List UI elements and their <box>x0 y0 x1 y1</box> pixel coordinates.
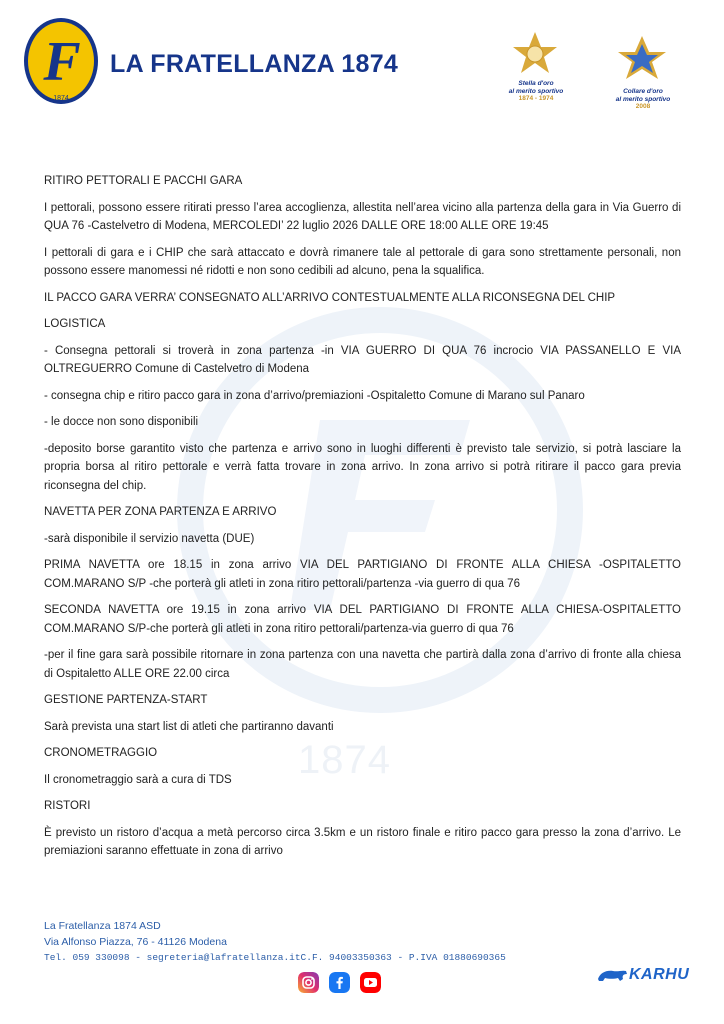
paragraph: IL PACCO GARA VERRA’ CONSEGNATO ALL’ARRIVO CONTESTUALMENTE ALLA RICONSEGNA DEL CHIP <box>44 291 616 304</box>
karhu-logo-text: KARHU <box>629 966 690 983</box>
paragraph: -sarà disponibile il servizio navetta (DUE) <box>44 532 255 545</box>
facebook-icon[interactable] <box>329 972 350 993</box>
youtube-icon[interactable] <box>360 972 381 993</box>
section-heading-partenza: GESTIONE PARTENZA-START <box>44 694 208 706</box>
paragraph: - Consegna pettorali si troverà in zona partenza -in VIA GUERRO DI QUA 76 incrocio VIA PASSANELLO E VIA OLTREGUERRO Comune di Castelvetro di Modena <box>44 344 681 375</box>
footer-contacts: Tel. 059 330098 - segreteria@lafratellanza.itC.F. 94003350363 - P.IVA 01880690365 <box>44 952 506 963</box>
brand-name: LA FRATELLANZA 1874 <box>110 50 399 78</box>
footer-org: La Fratellanza 1874 ASD <box>44 920 161 932</box>
paragraph: -deposito borse garantito visto che partenza e arrivo sono in luoghi differenti è previsto tale servizio, si potrà lasciare la propria borsa al ritiro pettorale e verrà fatta trovare in zona arrivo. In zona arrivo si potrà ritirare il pacco gara previa riconsegna del chip. <box>44 442 681 492</box>
paragraph: Il cronometraggio sarà a cura di TDS <box>44 773 232 786</box>
paragraph: Sarà prevista una start list di atleti che partiranno davanti <box>44 720 334 733</box>
paragraph: I pettorali, possono essere ritirati presso l’area accoglienza, allestita nell’area vicino alla partenza della gara in Via Guerro di QUA 76 -Castelvetro di Modena, MERCOLEDI’ 22 luglio 2026 DALLE ORE 18:00 ALLE ORE 19:45 <box>44 201 681 232</box>
watermark-year: 1874 <box>298 738 391 782</box>
logo-year: 1874 <box>53 95 69 102</box>
document-body <box>44 172 681 869</box>
fratellanza-logo <box>22 16 100 106</box>
paragraph: - consegna chip e ritiro pacco gara in zona d’arrivo/premiazioni -Ospitaletto Comune di Marano sul Panaro <box>44 389 585 402</box>
paragraph: -per il fine gara sarà possibile ritornare in zona partenza con una navetta che partirà dalla zona d’arrivo di fronte alla chiesa di Ospitaletto ALLE ORE 22.00 circa <box>44 649 681 680</box>
section-heading-logistica: LOGISTICA <box>44 318 106 330</box>
award-2-caption: Collare d'oro al merito sportivo 2008 <box>615 88 671 110</box>
instagram-icon[interactable] <box>298 972 319 993</box>
social-links <box>298 972 388 996</box>
paragraph: È previsto un ristoro d’acqua a metà percorso circa 3.5km e un ristoro finale e ritiro pacco gara presso la zona d’arrivo. Le premiazioni saranno effettuate in zona di arrivo <box>44 826 681 857</box>
section-heading-navetta: NAVETTA PER ZONA PARTENZA E ARRIVO <box>44 506 277 518</box>
paragraph: I pettorali di gara e i CHIP che sarà attaccato e dovrà rimanere tale al pettorale di gara sono strettamente personali, non possono essere manomessi né ridotti e non sono cedibili ad alcuno, pena la squalifica. <box>44 246 681 277</box>
paragraph: PRIMA NAVETTA ore 18.15 in zona arrivo VIA DEL PARTIGIANO DI FRONTE ALLA CHIESA -OSPITALETTO COM.MARANO S/P -che porterà gli atleti in zona ritiro pettorali/partenza -via guerro di qua 76 <box>44 559 681 590</box>
footer-info <box>44 918 506 966</box>
paragraph: - le docce non sono disponibili <box>44 416 199 428</box>
section-heading-cronometraggio: CRONOMETRAGGIO <box>44 747 158 759</box>
paragraph: SECONDA NAVETTA ore 19.15 in zona arrivo VIA DEL PARTIGIANO DI FRONTE ALLA CHIESA-OSPITALETTO COM.MARANO S/P-che porterà gli atleti in zona ritiro pettorali/partenza-via guerro di qua 76 <box>44 604 681 635</box>
section-heading-ritiro: RITIRO PETTORALI E PACCHI GARA <box>44 175 243 187</box>
footer-address: Via Alfonso Piazza, 76 - 41126 Modena <box>44 936 227 948</box>
section-heading-ristori: RISTORI <box>44 800 91 812</box>
logo-letter: F <box>43 31 81 93</box>
award-1-caption: Stella d'oro al merito sportivo 1874 - 1974 <box>508 80 564 102</box>
